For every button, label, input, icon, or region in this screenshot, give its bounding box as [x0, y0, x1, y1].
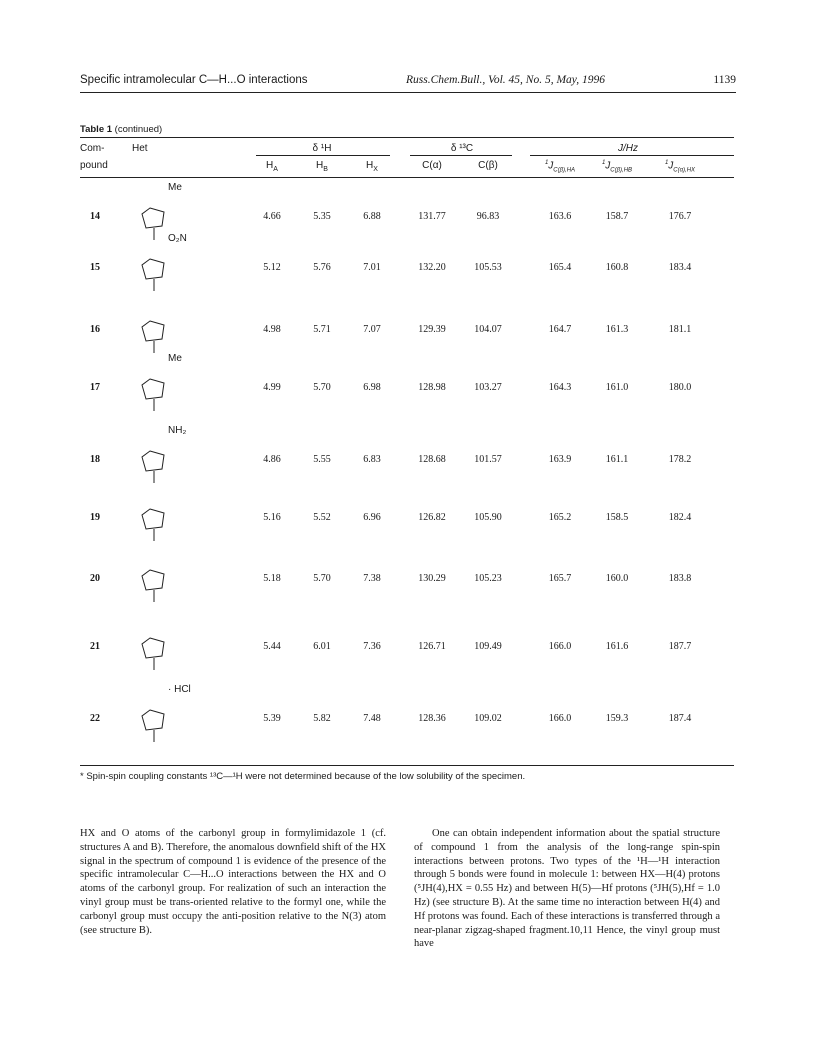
cell-ca: 128.36	[418, 713, 446, 724]
cell-j1: 165.2	[548, 512, 572, 523]
compound-number: 19	[90, 512, 100, 523]
cell-hb: 5.76	[313, 262, 331, 273]
cell-j3: 183.8	[668, 573, 692, 584]
body-left-column: HX and O atoms of the carbonyl group in formylimidazole 1 (cf. structures A and B). Therefore, the anomalous downfield shift of the HX signal in the spectrum of compound 1 is evidence of the presence of the specific intramolecular C—H...O interactions between the HX and O atoms of the carbonyl group. For realization of such an interaction the vinyl group must be trans-oriented relative to the formyl one, while the carbonyl group must occupy the anti-position relative to the N(3) atom (see structure B).	[80, 828, 386, 936]
cell-hb: 5.52	[313, 512, 331, 523]
cell-ca: 131.77	[418, 211, 446, 222]
compound-number: 17	[90, 382, 100, 393]
cell-j1: 165.7	[548, 573, 572, 584]
delta-h-subrule	[256, 155, 390, 156]
journal-citation: Russ.Chem.Bull., Vol. 45, No. 5, May, 1996	[406, 74, 606, 86]
header-compound-1: Com-	[80, 143, 105, 154]
cell-cb: 101.57	[474, 454, 502, 465]
page-header	[80, 74, 736, 94]
cell-hx: 7.48	[363, 713, 381, 724]
substituent-label: O₂N	[168, 233, 187, 244]
header-delta-h: δ ¹H	[312, 143, 332, 154]
cell-hx: 6.83	[363, 454, 381, 465]
j-subrule	[530, 155, 734, 156]
cell-ha: 4.86	[263, 454, 281, 465]
table-top-rule	[80, 137, 734, 138]
compound-number: 16	[90, 324, 100, 335]
cell-j3: 183.4	[668, 262, 692, 273]
cell-cb: 103.27	[474, 382, 502, 393]
cell-j3: 187.7	[668, 641, 692, 652]
header-rule	[80, 92, 736, 93]
table-caption-rest: (continued)	[114, 124, 163, 135]
cell-ha: 5.18	[263, 573, 281, 584]
cell-ha: 5.12	[263, 262, 281, 273]
cell-cb: 109.02	[474, 713, 502, 724]
cell-ca: 132.20	[418, 262, 446, 273]
cell-ha: 4.99	[263, 382, 281, 393]
cell-j2: 158.5	[605, 512, 629, 523]
cell-j2: 161.1	[605, 454, 629, 465]
cell-j3: 176.7	[668, 211, 692, 222]
cell-ca: 128.98	[418, 382, 446, 393]
table-footnote: * Spin-spin coupling constants ¹³C—¹H were not determined because of the low solubility of the specimen.	[80, 771, 526, 782]
page-number: 1139	[713, 74, 736, 86]
cell-cb: 109.49	[474, 641, 502, 652]
header-j: J/Hz	[618, 143, 638, 154]
header-j3: $^1J_{C(\alpha),HX}$	[664, 160, 696, 174]
cell-ha: 5.16	[263, 512, 281, 523]
cell-j3: 180.0	[668, 382, 692, 393]
delta-c-subrule	[410, 155, 512, 156]
cell-hx: 6.96	[363, 512, 381, 523]
cell-j3: 182.4	[668, 512, 692, 523]
header-j2: $^1J_{C(\beta),HB}$	[601, 160, 633, 174]
header-hb: $H_B$	[316, 160, 328, 173]
running-title: Specific intramolecular C—H...O interactions	[80, 74, 308, 86]
header-ha: $H_A$	[266, 160, 278, 173]
cell-j1: 166.0	[548, 641, 572, 652]
cell-hb: 5.55	[313, 454, 331, 465]
header-hx: $H_X$	[366, 160, 378, 173]
substituent-label: NH₂	[168, 425, 187, 436]
cell-j1: 165.4	[548, 262, 572, 273]
cell-j1: 164.3	[548, 382, 572, 393]
cell-ca: 126.71	[418, 641, 446, 652]
cell-j3: 178.2	[668, 454, 692, 465]
cell-ca: 128.68	[418, 454, 446, 465]
compound-number: 18	[90, 454, 100, 465]
cell-ca: 126.82	[418, 512, 446, 523]
cell-j2: 161.0	[605, 382, 629, 393]
cell-ca: 129.39	[418, 324, 446, 335]
cell-hb: 6.01	[313, 641, 331, 652]
cell-j1: 166.0	[548, 713, 572, 724]
cell-ha: 5.39	[263, 713, 281, 724]
header-het: Het	[132, 143, 148, 154]
cell-hb: 5.70	[313, 382, 331, 393]
cell-hx: 7.07	[363, 324, 381, 335]
substituent-label: · HCl	[168, 684, 191, 695]
cell-j2: 160.8	[605, 262, 629, 273]
header-delta-c: δ ¹³C	[450, 143, 474, 154]
cell-j1: 164.7	[548, 324, 572, 335]
cell-hx: 6.88	[363, 211, 381, 222]
table-label: Table 1	[80, 124, 113, 135]
cell-j2: 159.3	[605, 713, 629, 724]
compound-number: 20	[90, 573, 100, 584]
cell-j1: 163.9	[548, 454, 572, 465]
cell-cb: 104.07	[474, 324, 502, 335]
cell-j2: 160.0	[605, 573, 629, 584]
cell-ha: 4.98	[263, 324, 281, 335]
body-right-column: One can obtain independent information about the spatial structure of compound 1 from the analysis of the long-range spin-spin interactions between protons. Two types of the ¹H—¹H interaction through 5 bonds were found in molecule 1: between HX—H(4) protons (⁵JH(4),HX = 0.55 Hz) and between H(5)—Hf protons (⁵JH(5),Hf = 1.0 Hz) (see structure B). At the same time no interaction between H(4) and Hf protons was found. Each of these interactions is transferred through a near-planar zigzag-shaped fragment.10,11 Hence, the vinyl group must have	[414, 828, 720, 950]
compound-number: 14	[90, 211, 100, 222]
header-bottom-rule	[80, 177, 734, 178]
header-ca: C(α)	[422, 160, 442, 171]
cell-hx: 7.01	[363, 262, 381, 273]
cell-hb: 5.82	[313, 713, 331, 724]
compound-number: 21	[90, 641, 100, 652]
cell-hb: 5.35	[313, 211, 331, 222]
cell-j3: 181.1	[668, 324, 692, 335]
cell-hb: 5.71	[313, 324, 331, 335]
cell-cb: 105.90	[474, 512, 502, 523]
cell-hx: 7.36	[363, 641, 381, 652]
compound-number: 15	[90, 262, 100, 273]
compound-number: 22	[90, 713, 100, 724]
cell-j2: 161.3	[605, 324, 629, 335]
cell-cb: 105.53	[474, 262, 502, 273]
header-cb: C(β)	[478, 160, 498, 171]
cell-hx: 7.38	[363, 573, 381, 584]
cell-ha: 4.66	[263, 211, 281, 222]
cell-hx: 6.98	[363, 382, 381, 393]
cell-j1: 163.6	[548, 211, 572, 222]
table-bottom-rule	[80, 765, 734, 766]
cell-j2: 158.7	[605, 211, 629, 222]
cell-ca: 130.29	[418, 573, 446, 584]
table-caption	[80, 124, 162, 135]
substituent-label: Me	[168, 182, 182, 193]
cell-ha: 5.44	[263, 641, 281, 652]
header-compound-2: pound	[80, 160, 108, 171]
cell-hb: 5.70	[313, 573, 331, 584]
cell-cb: 105.23	[474, 573, 502, 584]
cell-cb: 96.83	[476, 211, 500, 222]
cell-j3: 187.4	[668, 713, 692, 724]
header-j1: $^1J_{C(\beta),HA}$	[544, 160, 576, 174]
cell-j2: 161.6	[605, 641, 629, 652]
substituent-label: Me	[168, 353, 182, 364]
